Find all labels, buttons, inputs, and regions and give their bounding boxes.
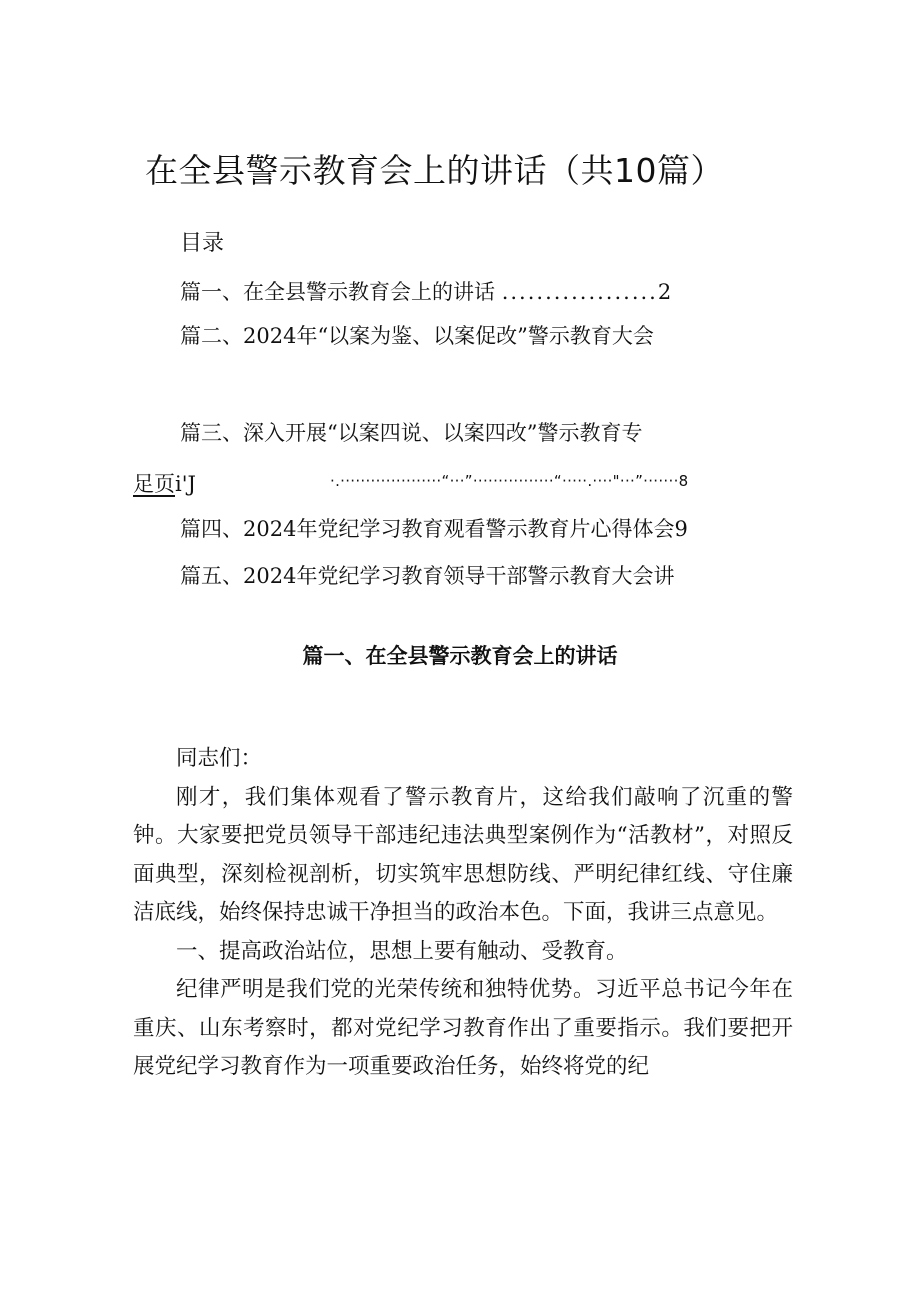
salutation: 同志们： [176,746,263,771]
toc-continuation-mark: i'J [175,472,196,496]
document-title: 在全县警示教育会上的讲话（共10篇） [145,151,724,190]
toc-item-4[interactable] [180,513,688,543]
body-text [133,740,793,1087]
toc-item-3-continuation[interactable] [133,468,689,498]
paragraph: 一、提高政治站位，思想上要有触动、受教育。 [176,938,628,964]
toc-item-label: 篇三、深入开展“以案四说、以案四改”警示教育专 [180,421,643,445]
toc-item-label: 篇二、2024年“以案为鉴、以案促改”警示教育大会 [180,324,654,348]
toc-item-1[interactable] [180,276,671,306]
toc-leader: ·.····················“···”················“·····.····"···”·······8 [330,472,689,490]
toc-item-3[interactable] [180,417,642,447]
toc-item-label: 篇一、在全县警示教育会上的讲话 [180,280,495,304]
toc-item-5[interactable] [180,560,674,590]
toc-item-2[interactable] [180,320,654,350]
toc-item-label: 篇四、2024年党纪学习教育观看警示教育片心得体会9 [180,517,688,541]
toc-continuation-lead: 足页 [133,472,175,496]
toc-page-number: 2 [657,280,672,304]
paragraph: 纪律严明是我们党的光荣传统和独特优势。习近平总书记今年在重庆、山东考察时，都对党纪学习教育作出了重要指示。我们要把开展党纪学习教育作为一项重要政治任务，始终将党的纪 [133,977,793,1079]
toc-item-label: 篇五、2024年党纪学习教育领导干部警示教育大会讲 [180,564,675,588]
section-title: 篇一、在全县警示教育会上的讲话 [302,644,618,668]
toc-leader: .................. [501,280,658,304]
paragraph: 刚才，我们集体观看了警示教育片，这给我们敲响了沉重的警钟。大家要把党员领导干部违纪违法典型案例作为“活教材”，对照反面典型，深刻检视剖析，切实筑牢思想防线、严明纪律红线、守住廉洁底线，始终保持忠诚干净担当的政治本色。下面，我讲三点意见。 [133,784,793,925]
toc-heading: 目录 [180,231,225,256]
